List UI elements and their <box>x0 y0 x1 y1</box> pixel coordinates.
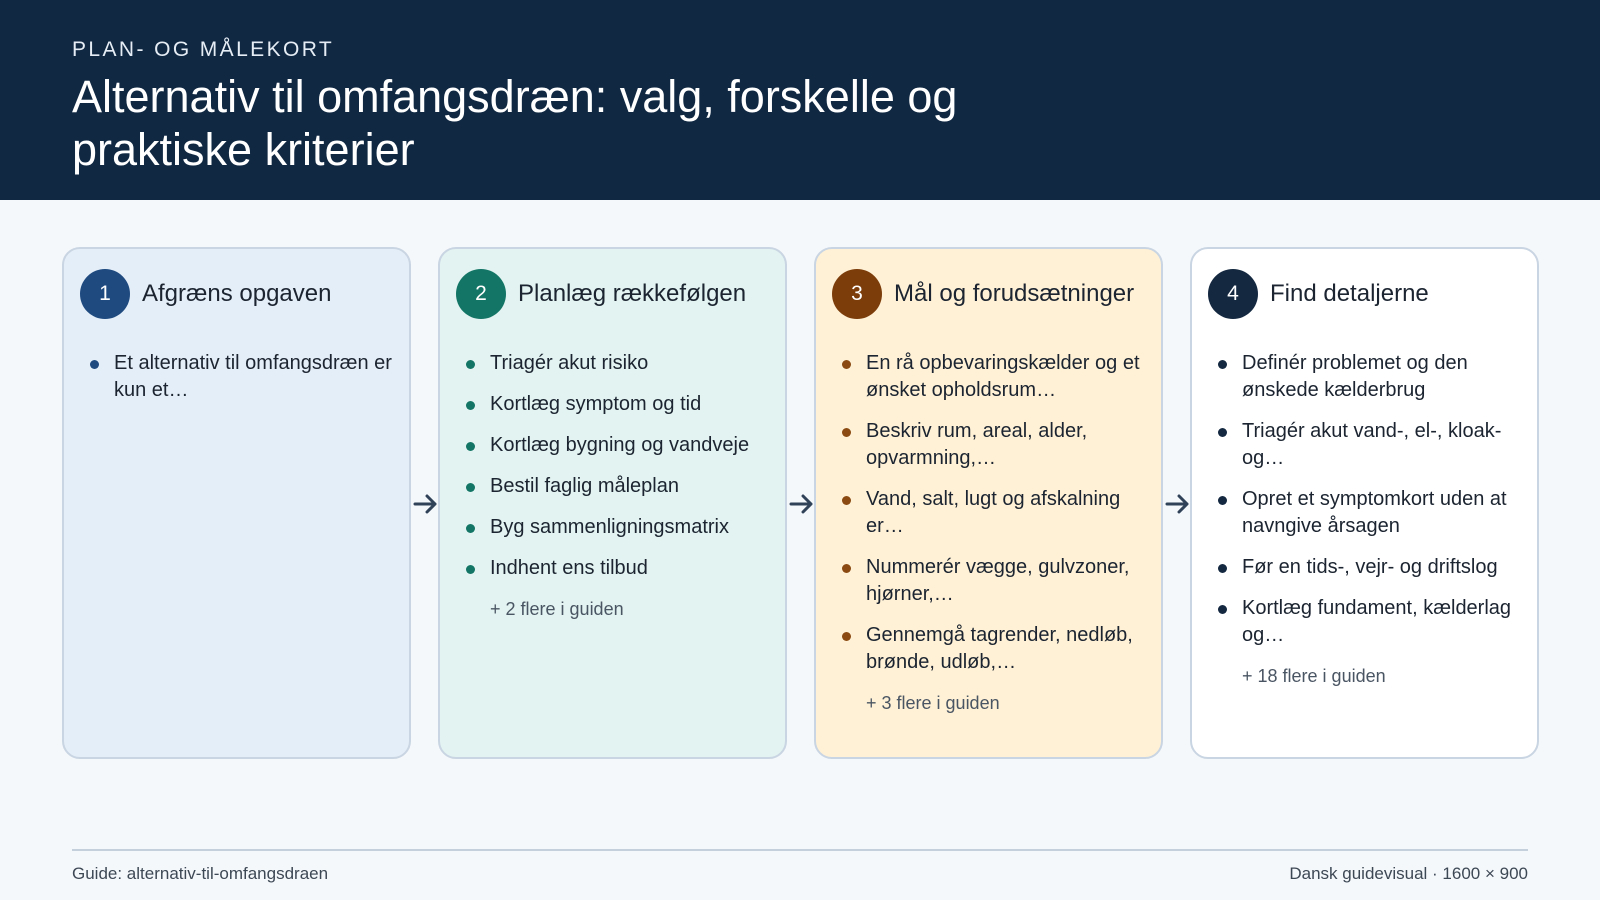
item-list <box>90 350 406 418</box>
item-text: Beskriv rum, areal, alder, opvarmning,… <box>866 420 1088 469</box>
item-text: Byg sammenligningsmatrix <box>490 516 729 538</box>
page-title: Alternativ til omfangsdræn: valg, forskelle og praktiske kriterier <box>72 71 958 175</box>
item-list <box>1218 350 1534 689</box>
list-item <box>90 350 406 404</box>
list-item <box>1218 595 1534 649</box>
item-text: Kortlæg fundament, kælderlag og… <box>1242 597 1512 646</box>
bullet-dot-icon <box>1218 360 1227 369</box>
card-title: Find detaljerne <box>1270 280 1429 307</box>
item-text: Triagér akut risiko <box>490 352 649 374</box>
footer-meta: Dansk guidevisual · 1600 × 900 <box>1289 864 1528 883</box>
footer-guide-slug: Guide: alternativ-til-omfangsdraen <box>72 864 329 883</box>
bullet-dot-icon <box>842 632 851 641</box>
item-text: Kortlæg bygning og vandveje <box>490 434 750 456</box>
list-item <box>842 622 1158 676</box>
bullet-dot-icon <box>466 483 475 492</box>
list-item <box>842 486 1158 540</box>
card-title: Mål og forudsætninger <box>894 280 1135 307</box>
card-title: Planlæg rækkefølgen <box>518 280 747 307</box>
item-text: Nummerér vægge, gulvzoner, hjørner,… <box>866 556 1130 605</box>
eyebrow: PLAN- OG MÅLEKORT <box>72 38 335 61</box>
step-number-badge: 3 <box>832 269 882 319</box>
list-item <box>842 554 1158 608</box>
arrow-right-icon <box>1164 490 1192 518</box>
list-item <box>466 432 782 459</box>
bullet-dot-icon <box>842 428 851 437</box>
step-number-badge: 4 <box>1208 269 1258 319</box>
list-item <box>1218 486 1534 540</box>
list-item <box>842 418 1158 472</box>
item-text: Vand, salt, lugt og afskalning er… <box>866 488 1121 537</box>
item-text: Før en tids-, vejr- og driftslog <box>1242 556 1498 578</box>
bullet-dot-icon <box>466 401 475 410</box>
list-item <box>466 514 782 541</box>
bullet-dot-icon <box>1218 496 1227 505</box>
step-number-badge: 1 <box>80 269 130 319</box>
bullet-dot-icon <box>1218 564 1227 573</box>
bullet-dot-icon <box>842 360 851 369</box>
list-item <box>466 350 782 377</box>
item-text: Et alternativ til omfangsdræn er kun et… <box>114 352 392 401</box>
list-item <box>466 555 782 582</box>
footer-divider <box>72 849 1528 851</box>
bullet-dot-icon <box>466 524 475 533</box>
card-step-1 <box>62 247 411 759</box>
bullet-dot-icon <box>1218 428 1227 437</box>
card-step-2 <box>438 247 787 759</box>
bullet-dot-icon <box>842 496 851 505</box>
bullet-dot-icon <box>466 360 475 369</box>
arrow-right-icon <box>412 490 440 518</box>
bullet-dot-icon <box>90 360 99 369</box>
item-text: Opret et symptomkort uden at navngive årsagen <box>1242 488 1507 537</box>
item-list <box>842 350 1158 716</box>
list-item <box>1218 350 1534 404</box>
bullet-dot-icon <box>466 442 475 451</box>
list-item <box>1218 554 1534 581</box>
arrow-right-icon <box>788 490 816 518</box>
header <box>0 0 1600 200</box>
bullet-dot-icon <box>1218 605 1227 614</box>
item-text: Bestil faglig måleplan <box>490 475 679 497</box>
card-step-3 <box>814 247 1163 759</box>
more-in-guide-note: + 2 flere i guiden <box>490 599 624 619</box>
list-item <box>466 473 782 500</box>
card-title: Afgræns opgaven <box>142 280 332 307</box>
bullet-dot-icon <box>842 564 851 573</box>
more-in-guide-note: + 18 flere i guiden <box>1242 666 1386 686</box>
more-in-guide-note: + 3 flere i guiden <box>866 693 1000 713</box>
card-step-4 <box>1190 247 1539 759</box>
list-item <box>1218 418 1534 472</box>
list-item <box>842 350 1158 404</box>
item-text: Triagér akut vand-, el-, kloak- og… <box>1242 420 1502 469</box>
item-text: Gennemgå tagrender, nedløb, brønde, udløb,… <box>866 624 1133 673</box>
item-list <box>466 350 782 622</box>
step-number-badge: 2 <box>456 269 506 319</box>
item-text: Indhent ens tilbud <box>490 557 648 579</box>
item-text: En rå opbevaringskælder og et ønsket opholdsrum… <box>866 352 1140 401</box>
bullet-dot-icon <box>466 565 475 574</box>
item-text: Definér problemet og den ønskede kælderbrug <box>1242 352 1468 401</box>
item-text: Kortlæg symptom og tid <box>490 393 702 415</box>
list-item <box>466 391 782 418</box>
